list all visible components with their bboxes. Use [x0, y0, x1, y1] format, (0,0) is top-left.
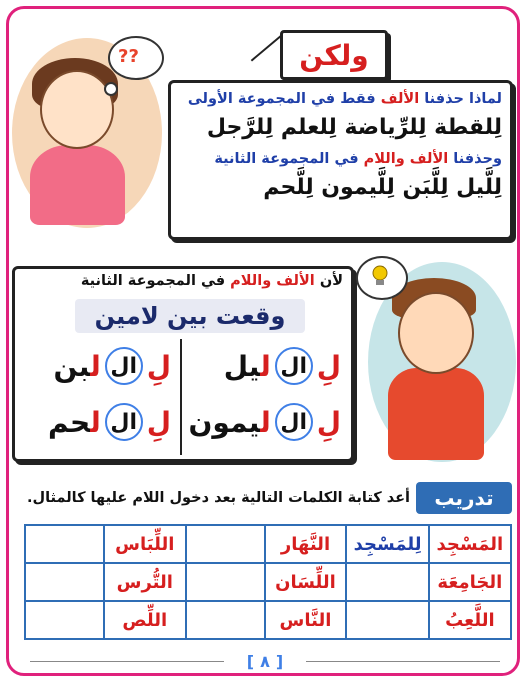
exercise-table: [24, 524, 512, 640]
table-cell: التُّرس: [104, 563, 186, 601]
column-divider: [180, 339, 182, 455]
girl-illustration-face: [40, 70, 114, 149]
word-breakdown-laban: [54, 347, 171, 385]
table-row: [25, 525, 511, 563]
word-lam: لِ: [316, 349, 341, 383]
word-breakdown-layl: [224, 347, 341, 385]
table-cell: الجَامِعَة: [429, 563, 511, 601]
word-rest-lam: ل: [260, 405, 271, 439]
question-line-1-suffix: فقط في المجموعة الأولى: [187, 91, 381, 107]
footer-rule-left: [30, 661, 224, 662]
table-cell: اللَّعِبُ: [429, 601, 511, 639]
table-row: [25, 601, 511, 639]
answer-cell[interactable]: [25, 525, 104, 563]
word-al: ال: [110, 353, 138, 379]
word-rest: [189, 406, 271, 439]
word-rest: [224, 350, 271, 383]
question-line-2: [179, 149, 502, 169]
question-marks-icon: ??: [118, 46, 139, 67]
boy-illustration-body: [388, 368, 484, 460]
table-cell: اللِّبَاس: [104, 525, 186, 563]
word-rest-lam: ل: [260, 349, 271, 383]
al-circle: [275, 403, 313, 441]
answer-cell[interactable]: [186, 601, 265, 639]
table-cell-example-answer: لِلمَسْجِد: [346, 525, 428, 563]
al-circle: [275, 347, 313, 385]
word-rest-letters: حم: [48, 405, 91, 439]
word-rest: [48, 406, 101, 439]
table-cell: المَسْجِد: [429, 525, 511, 563]
word-al: ال: [110, 409, 138, 435]
reason-prefix: لأن: [314, 273, 343, 289]
rule-banner: [75, 299, 305, 333]
answer-cell[interactable]: [186, 525, 265, 563]
example-group-1: لِلقطة لِلرِّياضة لِلعلم لِلرَّجل: [206, 115, 502, 140]
al-circle: [105, 403, 143, 441]
exercise-label: تدريب: [416, 482, 512, 514]
example-group-2: لِلَّيل لِلَّبَن لِلَّيمون لِلَّحم: [263, 175, 502, 200]
thought-bubble-dot: [104, 82, 118, 96]
exercise-instruction: أعد كتابة الكلمات التالية بعد دخول اللام عليها كالمثال.: [27, 490, 410, 506]
answer-cell[interactable]: [25, 563, 104, 601]
word-rest-letters: بن: [53, 349, 91, 383]
answer-cell[interactable]: [346, 563, 428, 601]
table-cell: النَّاس: [265, 601, 347, 639]
boy-illustration-face: [398, 292, 474, 374]
reason-highlight: الألف واللام: [230, 273, 315, 289]
word-breakdown-laymun: [189, 403, 341, 441]
word-rest-letters: يمون: [188, 405, 261, 439]
question-line-2-prefix: وحذفنا: [448, 151, 502, 167]
word-lam: لِ: [316, 405, 341, 439]
reason-box: [12, 266, 354, 462]
girl-illustration-body: [30, 145, 125, 225]
word-al: ال: [280, 353, 308, 379]
word-rest-lam: ل: [90, 349, 101, 383]
word-lam: لِ: [146, 405, 171, 439]
reason-suffix: في المجموعة الثانية: [80, 273, 231, 289]
table-cell: النَّهَار: [265, 525, 347, 563]
page-number: [224, 650, 306, 672]
question-line-2-suffix: في المجموعة الثانية: [214, 151, 364, 167]
lightbulb-icon: [370, 264, 390, 286]
table-cell: اللِّسَان: [265, 563, 347, 601]
page-number-value: ٨: [260, 651, 270, 671]
word-rest-letters: يل: [223, 349, 261, 383]
word-al: ال: [280, 409, 308, 435]
page-title: ولكن: [299, 38, 369, 72]
question-line-1: [179, 89, 502, 109]
answer-cell[interactable]: [186, 563, 265, 601]
page-number-bracket-left: [: [246, 651, 255, 671]
al-circle: [105, 347, 143, 385]
word-breakdown-lahm: [48, 403, 171, 441]
answer-cell[interactable]: [346, 601, 428, 639]
table-row: [25, 563, 511, 601]
page-number-bracket-right: ]: [275, 651, 284, 671]
question-line-1-prefix: لماذا حذفنا: [419, 91, 502, 107]
word-rest: [54, 350, 101, 383]
footer-rule-right: [306, 661, 500, 662]
word-lam: لِ: [146, 349, 171, 383]
question-line-1-highlight: الألف: [380, 91, 420, 107]
question-line-2-highlight: الألف واللام: [363, 151, 449, 167]
reason-line: [81, 273, 343, 289]
answer-cell[interactable]: [25, 601, 104, 639]
title-box: [280, 30, 388, 80]
rule-text: وقعت بين لامين: [94, 302, 286, 330]
question-box: [168, 80, 513, 240]
table-cell: اللِّص: [104, 601, 186, 639]
word-rest-lam: ل: [90, 405, 101, 439]
